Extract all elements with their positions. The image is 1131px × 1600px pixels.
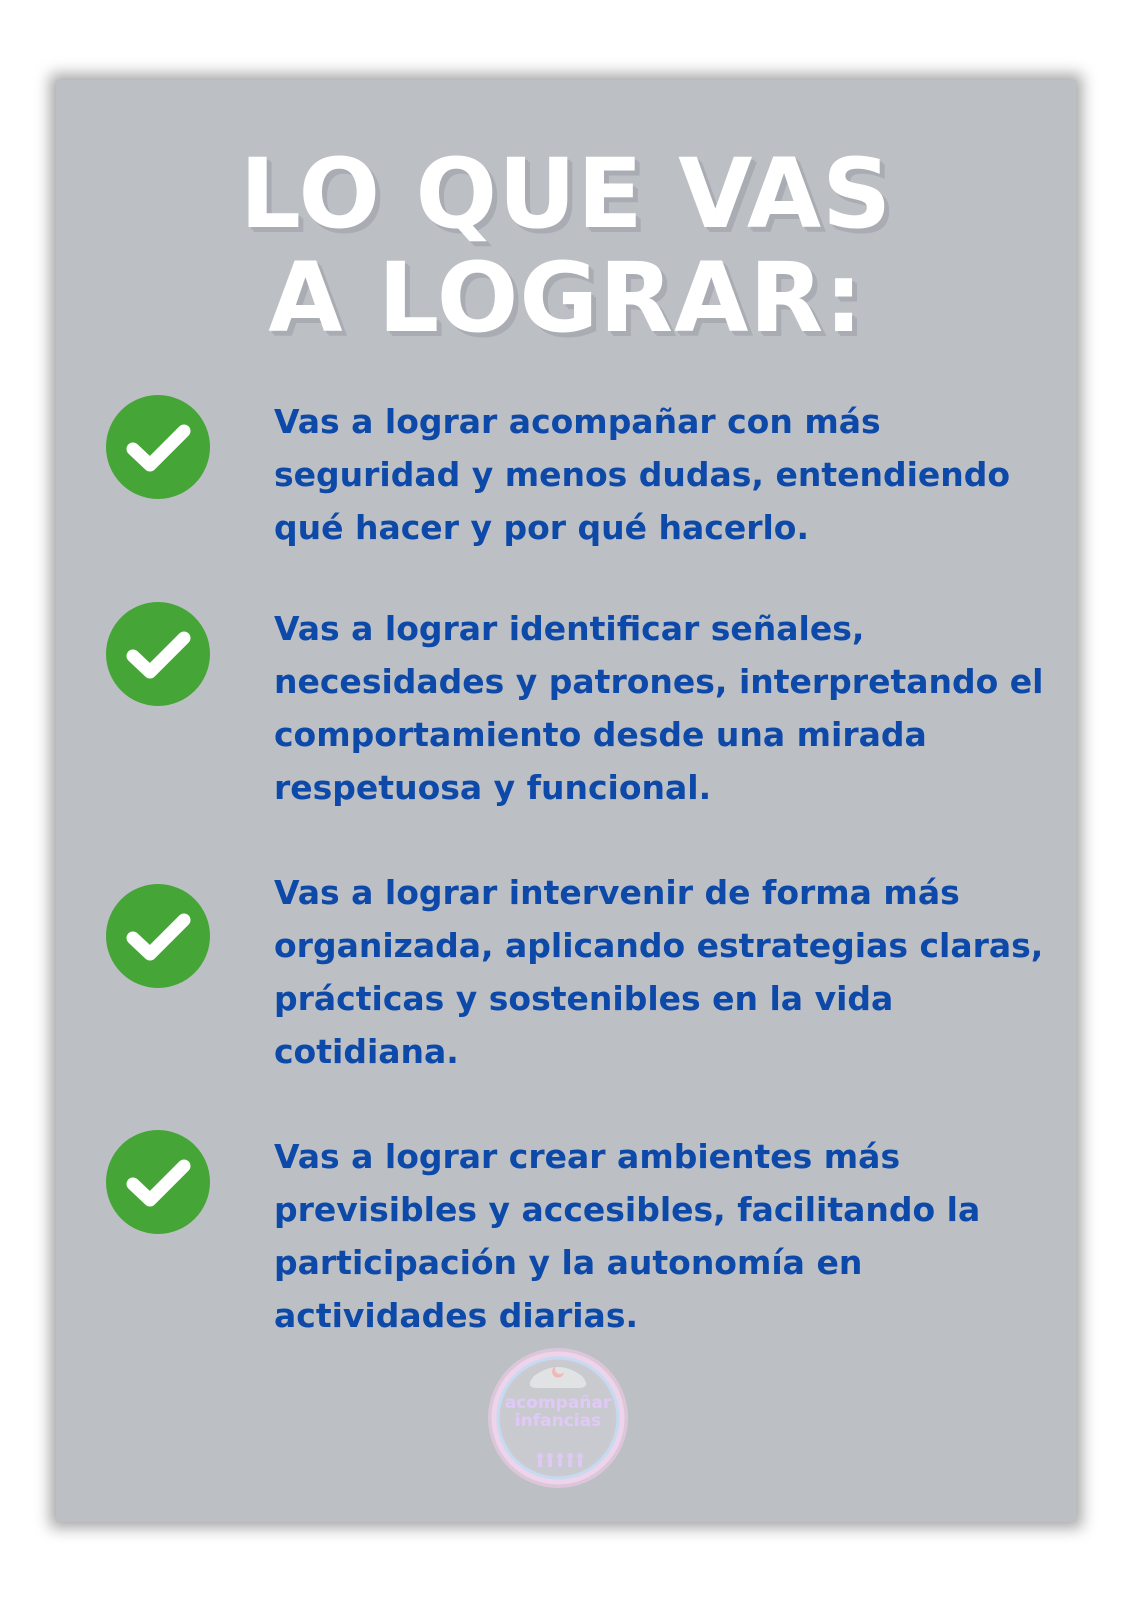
check-circle-icon	[106, 395, 210, 499]
brand-logo	[488, 1348, 628, 1488]
poster	[56, 80, 1076, 1522]
check-circle-icon	[106, 1130, 210, 1234]
list-item-text: Vas a lograr crear ambientes más previsibles y accesibles, facilitando la participación y la autonomía en actividades diarias.	[274, 1137, 981, 1335]
page-title	[56, 138, 1076, 354]
list-item-text: Vas a lograr identificar señales, necesidades y patrones, interpretando el comportamiento desde una mirada respetuosa y funcional.	[274, 609, 1044, 807]
list-item-text: Vas a lograr intervenir de forma más organizada, aplicando estrategias claras, prácticas y sostenibles en la vida cotidiana.	[274, 873, 1044, 1071]
logo-text-line-2: infancias	[514, 1411, 602, 1431]
check-circle-icon	[106, 602, 210, 706]
list-item-text: Vas a lograr acompañar con más seguridad y menos dudas, entendiendo qué hacer y por qué hacerlo.	[274, 402, 1011, 547]
check-circle-icon	[106, 884, 210, 988]
title-line-2: A LOGRAR:	[268, 242, 864, 354]
logo-text-line-1: acompañar	[504, 1393, 612, 1413]
title-line-1: LO QUE VAS	[239, 138, 893, 250]
